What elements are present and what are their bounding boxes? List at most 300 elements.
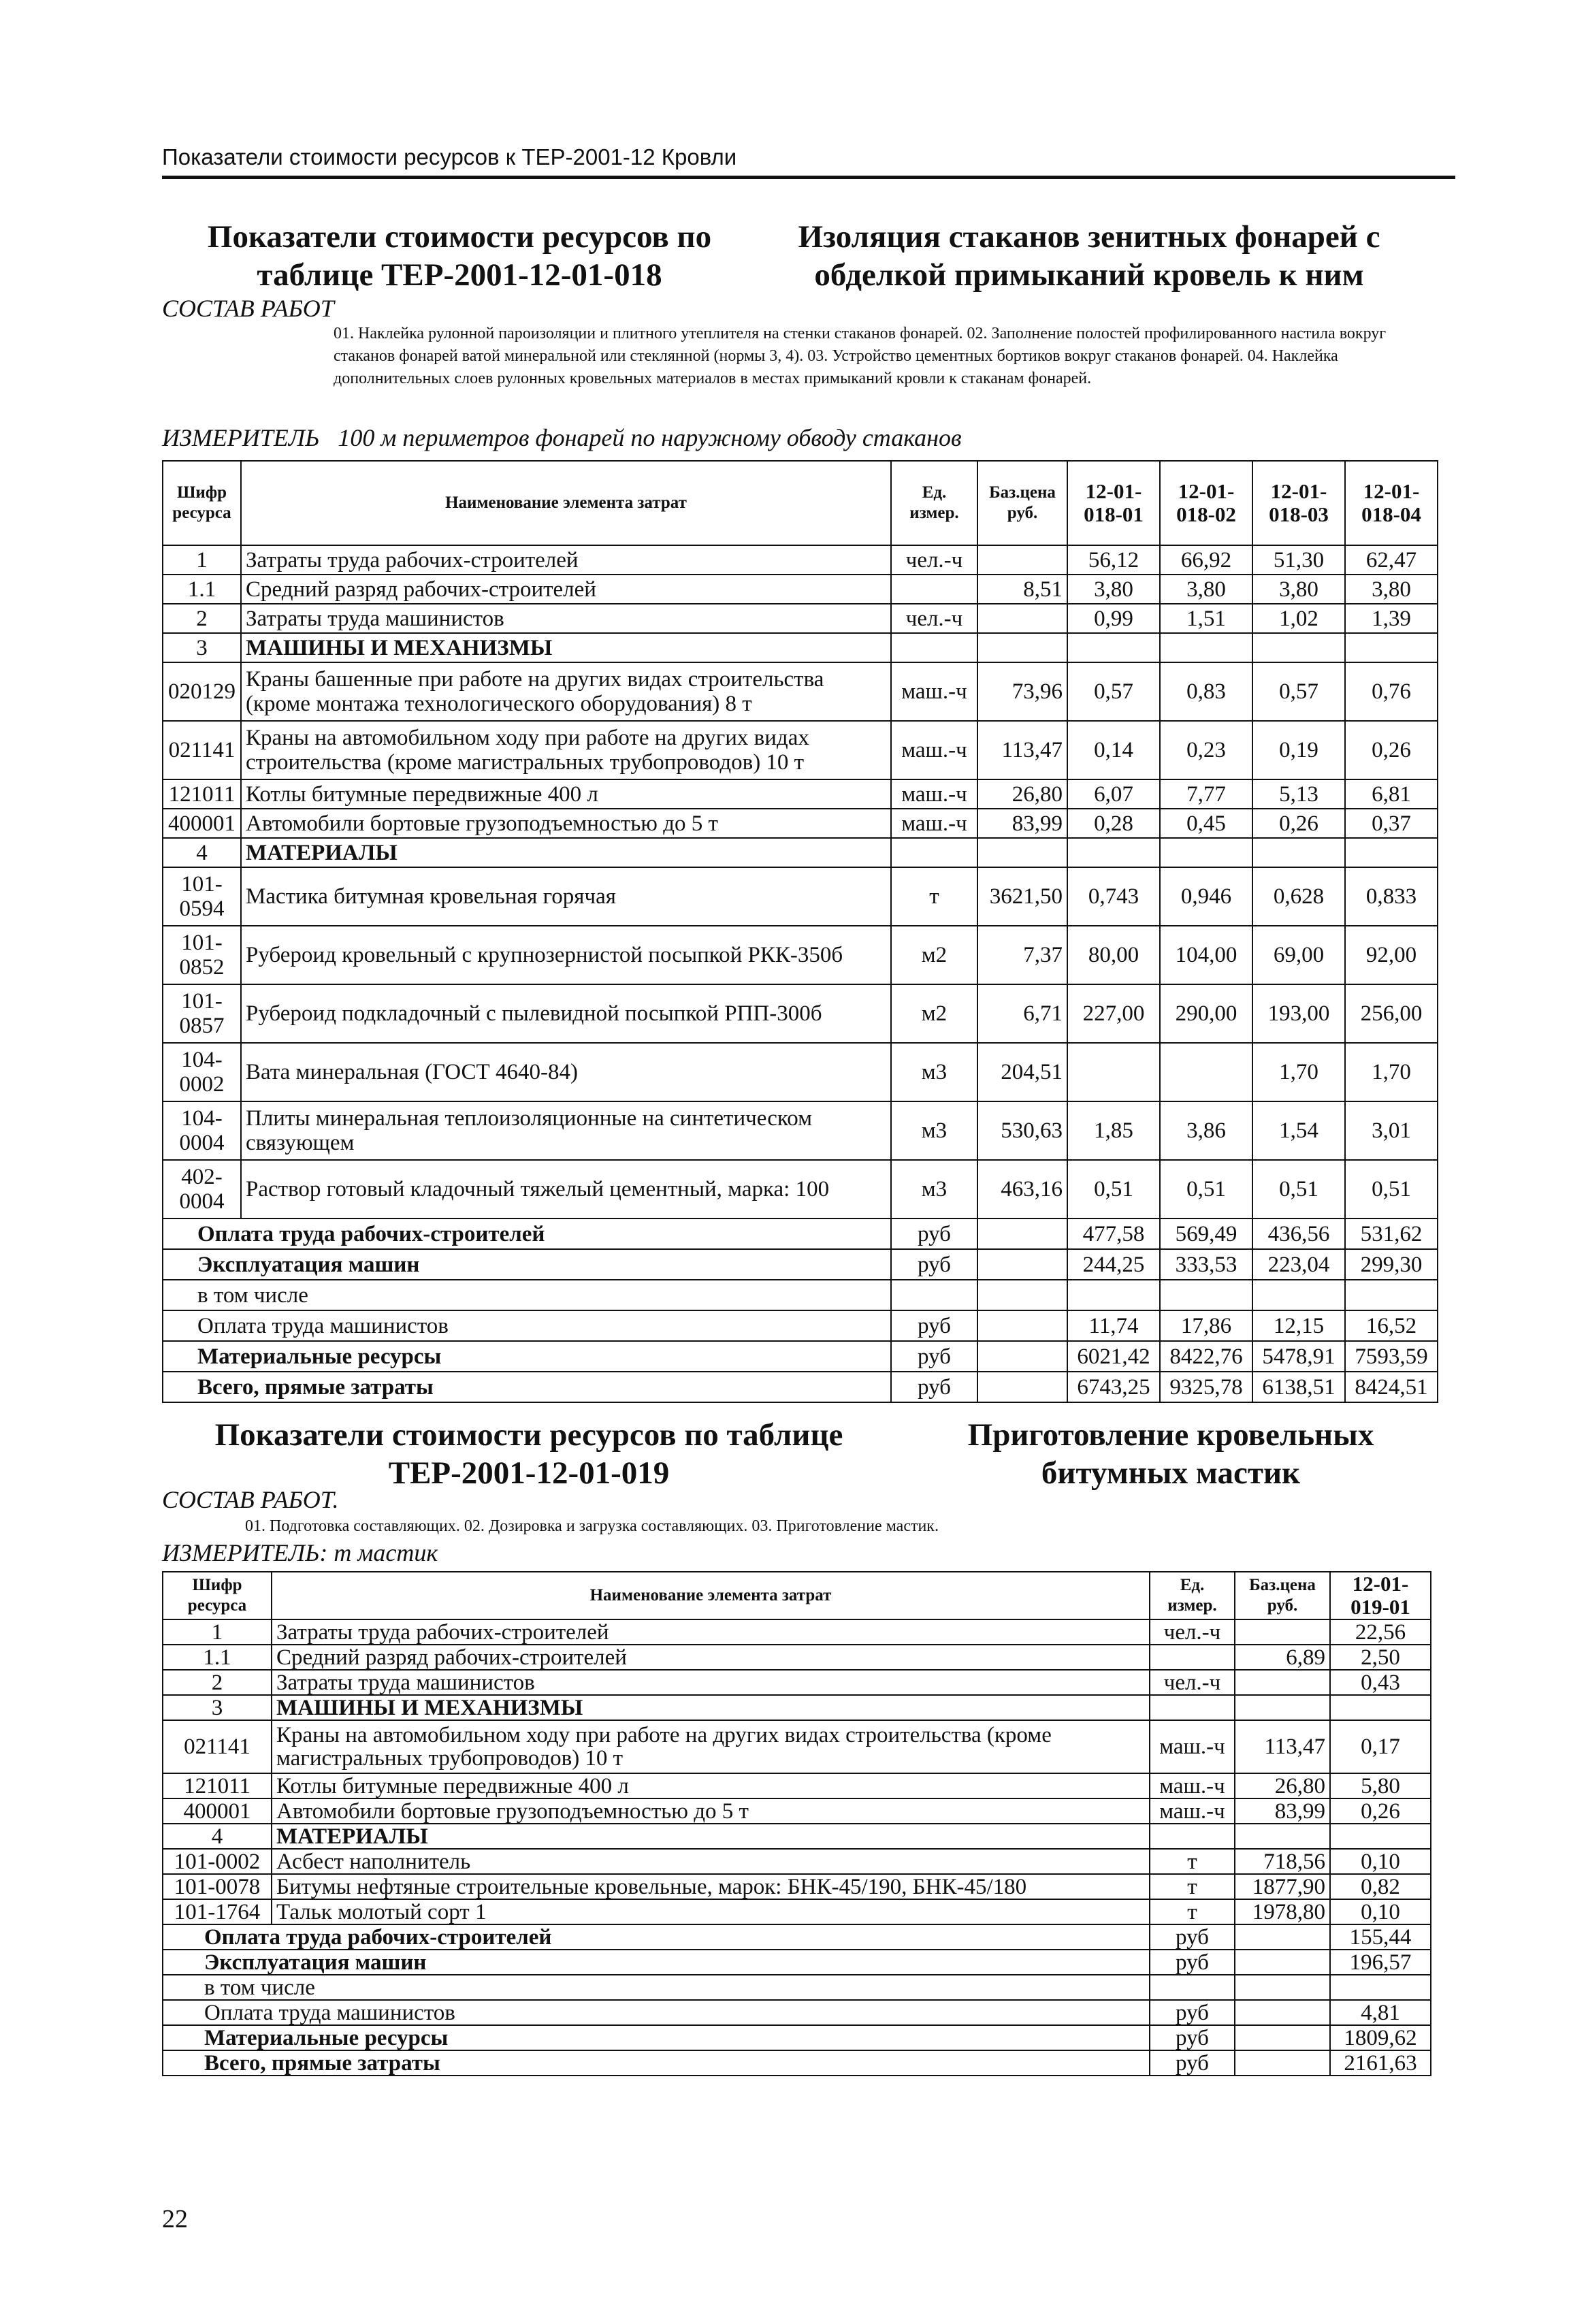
base-price-cell: 718,56 <box>1235 1849 1330 1874</box>
table-row <box>163 1824 1431 1849</box>
empty-cell <box>977 1280 1067 1310</box>
resource-code-cell: 101-0002 <box>163 1849 272 1874</box>
summary-row <box>163 1372 1438 1402</box>
table-row <box>163 838 1438 867</box>
resource-code-cell: 3 <box>163 1695 272 1720</box>
total-value-cell: 244,25 <box>1067 1249 1160 1280</box>
empty-cell <box>1235 1975 1330 2000</box>
norm-value-cell: 2,50 <box>1330 1645 1431 1670</box>
total-value-cell: 6138,51 <box>1252 1372 1345 1402</box>
unit-cell: маш.-ч <box>1150 1798 1235 1824</box>
item-name-cell: Тальк молотый сорт 1 <box>272 1899 1150 1924</box>
table-row <box>163 633 1438 662</box>
empty-cell <box>977 1249 1067 1280</box>
norm-value-cell: 80,00 <box>1067 926 1160 984</box>
summary-row <box>163 1249 1438 1280</box>
base-price-cell <box>1235 1670 1330 1695</box>
unit-cell: чел.-ч <box>891 545 977 575</box>
summary-row <box>163 1219 1438 1249</box>
table-row <box>163 1874 1431 1899</box>
summary-row <box>163 1280 1438 1310</box>
item-name-cell: Раствор готовый кладочный тяжелый цементный, марка: 100 <box>241 1160 891 1219</box>
summary-row <box>163 1924 1431 1950</box>
section2-measure <box>162 1538 438 1567</box>
norm-value-cell <box>1330 1824 1431 1849</box>
resource-code-cell: 101-1764 <box>163 1899 272 1924</box>
base-price-cell <box>1235 1824 1330 1849</box>
unit-cell: маш.-ч <box>891 662 977 721</box>
section1-composition-text: 01. Наклейка рулонной пароизоляции и плитного утеплителя на стенки стаканов фонарей. 02. Заполнение полостей профилированного настила вокруг стаканов фонарей ватой минеральной или стеклянной (нормы 3, 4). 03. Устройство цементных бортиков вокруг стаканов фонарей. 04. Наклейка дополнительных слоев рулонных кровельных материалов в местах примыканий кровли к стаканам фонарей. <box>334 325 1387 387</box>
total-value-cell <box>1252 1280 1345 1310</box>
norm-value-cell <box>1067 838 1160 867</box>
norm-value-cell <box>1330 1695 1431 1720</box>
item-name-cell: Асбест наполнитель <box>272 1849 1150 1874</box>
base-price-cell: 1978,80 <box>1235 1899 1330 1924</box>
item-name-cell: МАШИНЫ И МЕХАНИЗМЫ <box>241 633 891 662</box>
section2-title: Показатели стоимости ресурсов по таблице ТЕР-2001-12-01-019 <box>214 1417 843 1491</box>
item-name-cell: Затраты труда машинистов <box>241 604 891 633</box>
total-value-cell: 1809,62 <box>1330 2025 1431 2050</box>
unit-cell: руб <box>891 1341 977 1372</box>
norm-value-cell: 1,85 <box>1067 1101 1160 1160</box>
section2-measure-label: ИЗМЕРИТЕЛЬ: <box>162 1539 328 1566</box>
resource-code-cell: 1.1 <box>163 1645 272 1670</box>
section2-composition-text: 01. Подготовка составляющих. 02. Дозировка и загрузка составляющих. 03. Приготовление мастик. <box>245 1517 939 1535</box>
unit-cell: руб <box>1150 1924 1235 1950</box>
unit-cell: руб <box>891 1372 977 1402</box>
norm-value-cell: 0,17 <box>1330 1720 1431 1773</box>
table-header-row <box>163 1572 1431 1619</box>
total-value-cell: 9325,78 <box>1160 1372 1252 1402</box>
total-value-cell: 299,30 <box>1345 1249 1438 1280</box>
total-value-cell: 436,56 <box>1252 1219 1345 1249</box>
resource-code-cell: 3 <box>163 633 241 662</box>
summary-name-cell: Всего, прямые затраты <box>163 2050 1150 2076</box>
base-price-cell: 1877,90 <box>1235 1874 1330 1899</box>
col-header-code: Шифр ресурса <box>163 1572 272 1619</box>
table-row <box>163 1798 1431 1824</box>
col-header-code: Шифр ресурса <box>163 461 241 545</box>
summary-row <box>163 2050 1431 2076</box>
item-name-cell: Котлы битумные передвижные 400 л <box>241 779 891 809</box>
total-value-cell: 11,74 <box>1067 1310 1160 1341</box>
base-price-cell <box>977 604 1067 633</box>
norm-value-cell: 3,80 <box>1252 575 1345 604</box>
summary-name-cell: в том числе <box>163 1280 891 1310</box>
unit-cell <box>1150 1645 1235 1670</box>
norm-value-cell: 0,628 <box>1252 867 1345 926</box>
unit-cell: руб <box>1150 2000 1235 2025</box>
item-name-cell: Рубероид подкладочный с пылевидной посыпкой РПП-300б <box>241 984 891 1043</box>
table-row <box>163 1899 1431 1924</box>
unit-cell <box>891 575 977 604</box>
base-price-cell: 113,47 <box>1235 1720 1330 1773</box>
table-row <box>163 809 1438 838</box>
table-row <box>163 867 1438 926</box>
base-price-cell: 83,99 <box>977 809 1067 838</box>
resource-code-cell: 2 <box>163 1670 272 1695</box>
summary-name-cell: Материальные ресурсы <box>163 2025 1150 2050</box>
norm-value-cell: 290,00 <box>1160 984 1252 1043</box>
resource-code-cell: 101-0594 <box>163 867 241 926</box>
total-value-cell: 155,44 <box>1330 1924 1431 1950</box>
item-name-cell: Средний разряд рабочих-строителей <box>272 1645 1150 1670</box>
norm-value-cell: 0,10 <box>1330 1899 1431 1924</box>
summary-name-cell: Материальные ресурсы <box>163 1341 891 1372</box>
norm-value-cell: 1,02 <box>1252 604 1345 633</box>
norm-value-cell <box>1252 838 1345 867</box>
norm-value-cell: 7,77 <box>1160 779 1252 809</box>
item-name-cell: Битумы нефтяные строительные кровельные, марок: БНК-45/190, БНК-45/180 <box>272 1874 1150 1899</box>
col-header-name: Наименование элемента затрат <box>241 461 891 545</box>
unit-cell <box>1150 1975 1235 2000</box>
total-value-cell: 4,81 <box>1330 2000 1431 2025</box>
base-price-cell: 113,47 <box>977 721 1067 779</box>
item-name-cell: МАТЕРИАЛЫ <box>272 1824 1150 1849</box>
table-row <box>163 926 1438 984</box>
col-header-unit: Ед. измер. <box>1150 1572 1235 1619</box>
unit-cell <box>891 633 977 662</box>
unit-cell: руб <box>1150 2050 1235 2076</box>
norm-value-cell: 0,26 <box>1345 721 1438 779</box>
norm-value-cell: 0,57 <box>1067 662 1160 721</box>
unit-cell: руб <box>891 1219 977 1249</box>
norm-value-cell: 0,37 <box>1345 809 1438 838</box>
unit-cell: маш.-ч <box>891 779 977 809</box>
summary-name-cell: Оплата труда машинистов <box>163 1310 891 1341</box>
section2-measure-text: т мастик <box>334 1539 438 1566</box>
resource-code-cell: 400001 <box>163 1798 272 1824</box>
base-price-cell <box>1235 1619 1330 1645</box>
section1-subtitle: Изоляция стаканов зенитных фонарей с обделкой примыканий кровель к ним <box>798 219 1380 293</box>
item-name-cell: Средний разряд рабочих-строителей <box>241 575 891 604</box>
table-row <box>163 779 1438 809</box>
norm-value-cell: 6,81 <box>1345 779 1438 809</box>
base-price-cell: 6,89 <box>1235 1645 1330 1670</box>
table-row <box>163 604 1438 633</box>
unit-cell: руб <box>891 1249 977 1280</box>
section2-subtitle: Приготовление кровельных битумных мастик <box>967 1417 1374 1491</box>
total-value-cell: 477,58 <box>1067 1219 1160 1249</box>
norm-value-cell <box>1067 1043 1160 1101</box>
summary-row <box>163 1341 1438 1372</box>
resource-code-cell: 104-0004 <box>163 1101 241 1160</box>
norm-value-cell: 0,23 <box>1160 721 1252 779</box>
summary-row <box>163 2000 1431 2025</box>
col-header-price: Баз.цена руб. <box>1235 1572 1330 1619</box>
empty-cell <box>1235 1924 1330 1950</box>
total-value-cell: 531,62 <box>1345 1219 1438 1249</box>
col-header-norm: 12-01-018-02 <box>1160 461 1252 545</box>
unit-cell: т <box>1150 1899 1235 1924</box>
base-price-cell <box>1235 1695 1330 1720</box>
table-row <box>163 721 1438 779</box>
empty-cell <box>1235 1950 1330 1975</box>
unit-cell: маш.-ч <box>891 721 977 779</box>
unit-cell: маш.-ч <box>1150 1773 1235 1798</box>
norm-value-cell: 0,83 <box>1160 662 1252 721</box>
total-value-cell: 17,86 <box>1160 1310 1252 1341</box>
norm-value-cell: 256,00 <box>1345 984 1438 1043</box>
col-header-unit: Ед. измер. <box>891 461 977 545</box>
norm-value-cell: 5,13 <box>1252 779 1345 809</box>
table-row <box>163 1670 1431 1695</box>
unit-cell: маш.-ч <box>891 809 977 838</box>
norm-value-cell: 104,00 <box>1160 926 1252 984</box>
total-value-cell: 16,52 <box>1345 1310 1438 1341</box>
norm-value-cell: 0,43 <box>1330 1670 1431 1695</box>
norm-value-cell: 3,01 <box>1345 1101 1438 1160</box>
empty-cell <box>977 1372 1067 1402</box>
base-price-cell: 8,51 <box>977 575 1067 604</box>
empty-cell <box>977 1310 1067 1341</box>
resource-code-cell: 101-0078 <box>163 1874 272 1899</box>
total-value-cell: 6743,25 <box>1067 1372 1160 1402</box>
norm-value-cell <box>1345 633 1438 662</box>
base-price-cell: 83,99 <box>1235 1798 1330 1824</box>
item-name-cell: Автомобили бортовые грузоподъемностью до 5 т <box>241 809 891 838</box>
total-value-cell: 8424,51 <box>1345 1372 1438 1402</box>
norm-value-cell: 66,92 <box>1160 545 1252 575</box>
unit-cell <box>1150 1824 1235 1849</box>
norm-value-cell: 92,00 <box>1345 926 1438 984</box>
resource-code-cell: 121011 <box>163 779 241 809</box>
resource-code-cell: 402-0004 <box>163 1160 241 1219</box>
table-row <box>163 1695 1431 1720</box>
item-name-cell: Краны башенные при работе на других видах строительства (кроме монтажа технологического оборудования) 8 т <box>241 662 891 721</box>
norm-value-cell: 0,51 <box>1345 1160 1438 1219</box>
resource-code-cell: 121011 <box>163 1773 272 1798</box>
norm-value-cell: 51,30 <box>1252 545 1345 575</box>
norm-value-cell: 3,80 <box>1160 575 1252 604</box>
unit-cell: м2 <box>891 984 977 1043</box>
table-row <box>163 1619 1431 1645</box>
unit-cell: т <box>891 867 977 926</box>
norm-value-cell: 0,82 <box>1330 1874 1431 1899</box>
total-value-cell: 223,04 <box>1252 1249 1345 1280</box>
empty-cell <box>1235 2050 1330 2076</box>
total-value-cell <box>1345 1280 1438 1310</box>
unit-cell <box>1150 1695 1235 1720</box>
norm-value-cell: 0,76 <box>1345 662 1438 721</box>
unit-cell <box>891 1280 977 1310</box>
norm-value-cell: 3,80 <box>1345 575 1438 604</box>
norm-value-cell: 56,12 <box>1067 545 1160 575</box>
unit-cell: руб <box>891 1310 977 1341</box>
norm-value-cell <box>1252 633 1345 662</box>
total-value-cell: 2161,63 <box>1330 2050 1431 2076</box>
unit-cell <box>891 838 977 867</box>
norm-value-cell: 0,51 <box>1067 1160 1160 1219</box>
item-name-cell: МАШИНЫ И МЕХАНИЗМЫ <box>272 1695 1150 1720</box>
total-value-cell: 5478,91 <box>1252 1341 1345 1372</box>
item-name-cell: Вата минеральная (ГОСТ 4640-84) <box>241 1043 891 1101</box>
item-name-cell: Краны на автомобильном ходу при работе на других видах строительства (кроме магистральных трубопроводов) 10 т <box>272 1720 1150 1773</box>
summary-name-cell: Всего, прямые затраты <box>163 1372 891 1402</box>
base-price-cell: 26,80 <box>1235 1773 1330 1798</box>
norm-value-cell: 1,39 <box>1345 604 1438 633</box>
summary-name-cell: Оплата труда рабочих-строителей <box>163 1219 891 1249</box>
norm-value-cell: 0,51 <box>1252 1160 1345 1219</box>
section2-composition-label: СОСТАВ РАБОТ. <box>162 1486 339 1513</box>
summary-row <box>163 1975 1431 2000</box>
norm-value-cell: 3,86 <box>1160 1101 1252 1160</box>
total-value-cell <box>1330 1975 1431 2000</box>
col-header-norm: 12-01-018-01 <box>1067 461 1160 545</box>
table-row <box>163 545 1438 575</box>
page-number: 22 <box>162 2205 188 2233</box>
item-name-cell: Мастика битумная кровельная горячая <box>241 867 891 926</box>
unit-cell: чел.-ч <box>1150 1670 1235 1695</box>
unit-cell: руб <box>1150 2025 1235 2050</box>
total-value-cell: 333,53 <box>1160 1249 1252 1280</box>
base-price-cell: 3621,50 <box>977 867 1067 926</box>
norm-value-cell: 0,26 <box>1252 809 1345 838</box>
resource-code-cell: 020129 <box>163 662 241 721</box>
summary-name-cell: Оплата труда машинистов <box>163 2000 1150 2025</box>
section1-measure-label: ИЗМЕРИТЕЛЬ <box>162 424 320 451</box>
norm-value-cell: 0,14 <box>1067 721 1160 779</box>
col-header-norm: 12-01-019-01 <box>1330 1572 1431 1619</box>
empty-cell <box>977 1219 1067 1249</box>
resource-code-cell: 1.1 <box>163 575 241 604</box>
summary-row <box>163 1950 1431 1975</box>
norm-value-cell <box>1067 633 1160 662</box>
table-row <box>163 1773 1431 1798</box>
col-header-name: Наименование элемента затрат <box>272 1572 1150 1619</box>
unit-cell: т <box>1150 1874 1235 1899</box>
unit-cell: руб <box>1150 1950 1235 1975</box>
norm-value-cell: 0,57 <box>1252 662 1345 721</box>
unit-cell: чел.-ч <box>1150 1619 1235 1645</box>
item-name-cell: Затраты труда машинистов <box>272 1670 1150 1695</box>
table-row <box>163 1101 1438 1160</box>
unit-cell: м3 <box>891 1160 977 1219</box>
norm-value-cell: 1,54 <box>1252 1101 1345 1160</box>
total-value-cell <box>1067 1280 1160 1310</box>
base-price-cell: 204,51 <box>977 1043 1067 1101</box>
base-price-cell <box>977 545 1067 575</box>
norm-value-cell <box>1160 1043 1252 1101</box>
resource-code-cell: 101-0857 <box>163 984 241 1043</box>
norm-value-cell: 6,07 <box>1067 779 1160 809</box>
section1-title: Показатели стоимости ресурсов по таблице ТЕР-2001-12-01-018 <box>207 219 712 293</box>
total-value-cell: 12,15 <box>1252 1310 1345 1341</box>
total-value-cell <box>1160 1280 1252 1310</box>
resource-code-cell: 104-0002 <box>163 1043 241 1101</box>
empty-cell <box>977 1341 1067 1372</box>
section1-cost-table <box>162 460 1438 1403</box>
item-name-cell: Краны на автомобильном ходу при работе на других видах строительства (кроме магистральных трубопроводов) 10 т <box>241 721 891 779</box>
norm-value-cell: 62,47 <box>1345 545 1438 575</box>
resource-code-cell: 4 <box>163 1824 272 1849</box>
table-row <box>163 1849 1431 1874</box>
item-name-cell: Автомобили бортовые грузоподъемностью до 5 т <box>272 1798 1150 1824</box>
norm-value-cell: 0,28 <box>1067 809 1160 838</box>
resource-code-cell: 1 <box>163 1619 272 1645</box>
norm-value-cell <box>1345 838 1438 867</box>
base-price-cell: 73,96 <box>977 662 1067 721</box>
norm-value-cell: 0,743 <box>1067 867 1160 926</box>
base-price-cell <box>977 838 1067 867</box>
col-header-norm: 12-01-018-03 <box>1252 461 1345 545</box>
norm-value-cell: 22,56 <box>1330 1619 1431 1645</box>
norm-value-cell <box>1160 838 1252 867</box>
norm-value-cell: 5,80 <box>1330 1773 1431 1798</box>
norm-value-cell: 1,70 <box>1252 1043 1345 1101</box>
norm-value-cell: 69,00 <box>1252 926 1345 984</box>
norm-value-cell: 0,45 <box>1160 809 1252 838</box>
norm-value-cell: 0,19 <box>1252 721 1345 779</box>
unit-cell: чел.-ч <box>891 604 977 633</box>
summary-name-cell: Эксплуатация машин <box>163 1950 1150 1975</box>
item-name-cell: Затраты труда рабочих-строителей <box>272 1619 1150 1645</box>
base-price-cell: 6,71 <box>977 984 1067 1043</box>
item-name-cell: Котлы битумные передвижные 400 л <box>272 1773 1150 1798</box>
norm-value-cell: 0,26 <box>1330 1798 1431 1824</box>
total-value-cell: 196,57 <box>1330 1950 1431 1975</box>
resource-code-cell: 021141 <box>163 721 241 779</box>
total-value-cell: 569,49 <box>1160 1219 1252 1249</box>
summary-name-cell: Оплата труда рабочих-строителей <box>163 1924 1150 1950</box>
empty-cell <box>1235 2025 1330 2050</box>
norm-value-cell <box>1160 633 1252 662</box>
table-row <box>163 1043 1438 1101</box>
resource-code-cell: 2 <box>163 604 241 633</box>
norm-value-cell: 0,10 <box>1330 1849 1431 1874</box>
norm-value-cell: 0,51 <box>1160 1160 1252 1219</box>
summary-row <box>163 2025 1431 2050</box>
total-value-cell: 8422,76 <box>1160 1341 1252 1372</box>
table-row <box>163 1720 1431 1773</box>
item-name-cell: Рубероид кровельный с крупнозернистой посыпкой РКК-350б <box>241 926 891 984</box>
summary-name-cell: в том числе <box>163 1975 1150 2000</box>
header-divider <box>162 176 1455 179</box>
summary-row <box>163 1310 1438 1341</box>
unit-cell: м2 <box>891 926 977 984</box>
unit-cell: м3 <box>891 1043 977 1101</box>
resource-code-cell: 101-0852 <box>163 926 241 984</box>
table-row <box>163 575 1438 604</box>
table-row <box>163 984 1438 1043</box>
unit-cell: маш.-ч <box>1150 1720 1235 1773</box>
norm-value-cell: 227,00 <box>1067 984 1160 1043</box>
resource-code-cell: 400001 <box>163 809 241 838</box>
section1-measure-text: 100 м периметров фонарей по наружному обводу стаканов <box>338 424 962 451</box>
table-row <box>163 1645 1431 1670</box>
item-name-cell: Плиты минеральная теплоизоляционные на синтетическом связующем <box>241 1101 891 1160</box>
table-header-row <box>163 461 1438 545</box>
section1-measure <box>162 423 1455 452</box>
base-price-cell <box>977 633 1067 662</box>
base-price-cell: 463,16 <box>977 1160 1067 1219</box>
resource-code-cell: 4 <box>163 838 241 867</box>
table-row <box>163 1160 1438 1219</box>
unit-cell: т <box>1150 1849 1235 1874</box>
col-header-norm: 12-01-018-04 <box>1345 461 1438 545</box>
norm-value-cell: 3,80 <box>1067 575 1160 604</box>
total-value-cell: 6021,42 <box>1067 1341 1160 1372</box>
resource-code-cell: 021141 <box>163 1720 272 1773</box>
base-price-cell: 26,80 <box>977 779 1067 809</box>
item-name-cell: МАТЕРИАЛЫ <box>241 838 891 867</box>
running-header: Показатели стоимости ресурсов к ТЕР-2001-12 Кровли <box>162 144 737 170</box>
section1-composition-label: СОСТАВ РАБОТ <box>162 295 334 322</box>
unit-cell: м3 <box>891 1101 977 1160</box>
base-price-cell: 530,63 <box>977 1101 1067 1160</box>
item-name-cell: Затраты труда рабочих-строителей <box>241 545 891 575</box>
norm-value-cell: 1,51 <box>1160 604 1252 633</box>
